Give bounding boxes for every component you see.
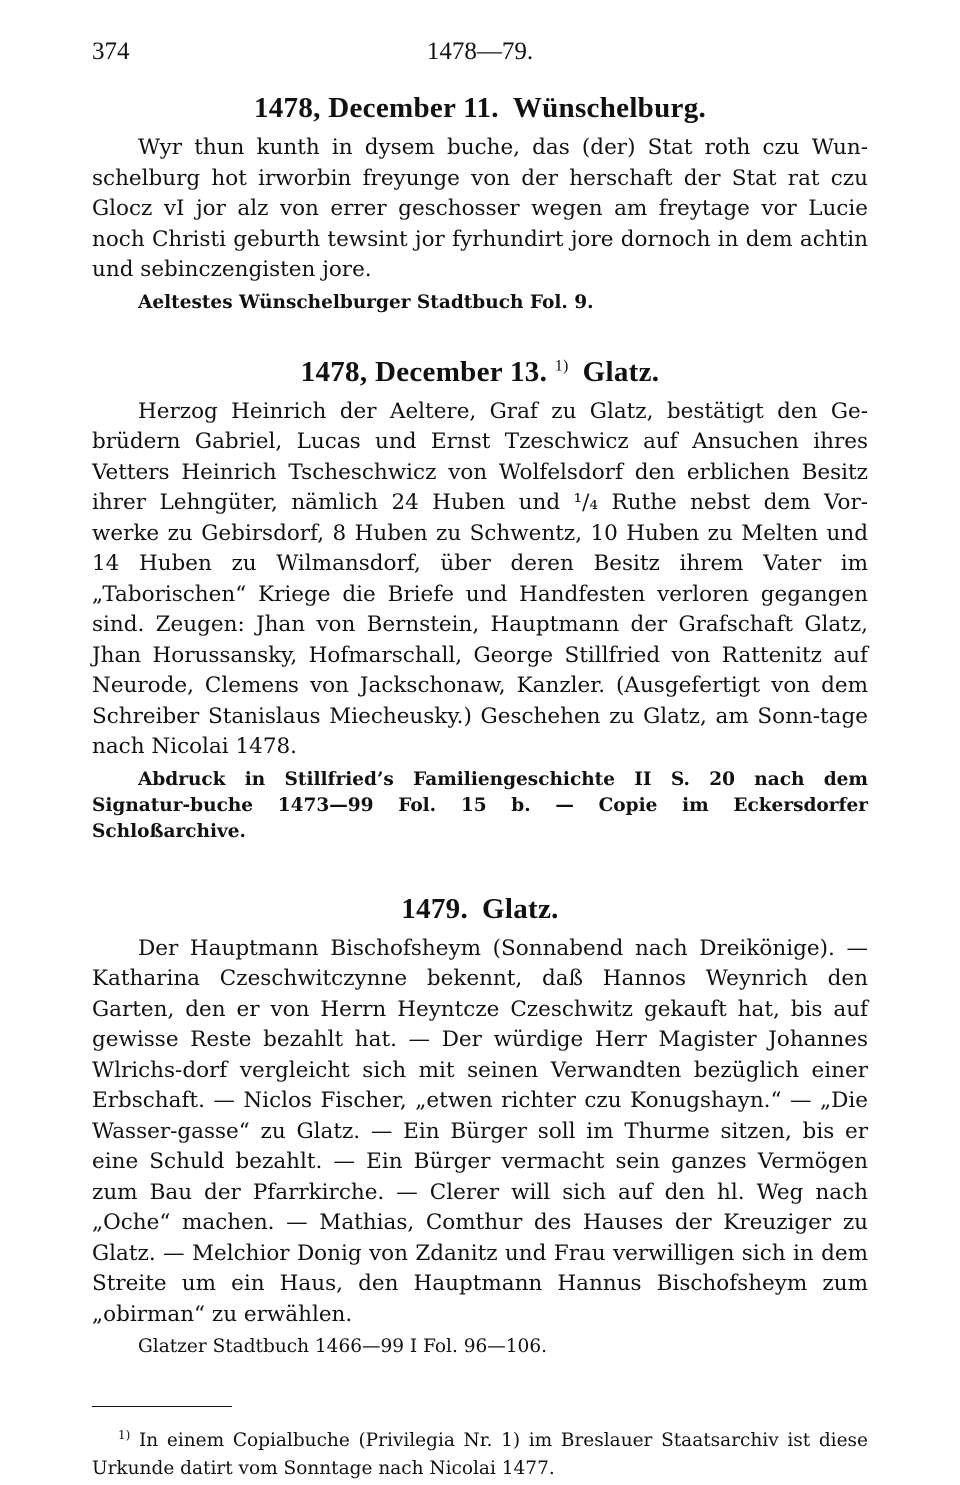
footnote-reference[interactable]: 1) <box>554 356 569 374</box>
entry-text: Herzog Heinrich der Aeltere, Graf zu Glatz, bestätigt den Ge-brüdern Gabriel, Lucas und Ernst Tzeschwicz auf Ansuchen ihres Vetters Heinrich Tscheschwicz von Wolfelsdorf den erblichen Besitz ihrer Lehngüter, nämlich 24 Huben und ¹/₄ Ruthe nebst dem Vor-werke zu Gebirsdorf, 8 Huben zu Schwentz, 10 Huben zu Melten und 14 Huben zu Wilmansdorf, über deren Besitz ihrem Vater im „Taborischen“ Kriege die Briefe und Handfesten verloren gegangen sind. Zeugen: Jhan von Bernstein, Hauptmann der Grafschaft Glatz, Jhan Horussansky, Hofmarschall, George Stillfried von Rattenitz auf Neurode, Clemens von Jackschonaw, Kanzler. (Ausgefertigt von dem Schreiber Stanislaus Miecheusky.) Geschehen zu Glatz, am Sonn-tage nach Nicolai 1478. <box>92 398 868 759</box>
entry-place: Wünschelburg. <box>512 92 707 124</box>
entry-date: 1479. <box>401 892 469 925</box>
footnote-divider <box>92 1406 232 1407</box>
entry-1478-dec-13 <box>92 356 868 845</box>
entry-1478-dec-11 <box>92 92 868 316</box>
running-head <box>92 38 868 78</box>
running-head-year-range: 1478—79. <box>426 38 534 65</box>
entry-text: Wyr thun kunth in dysem buche, das (der) Stat roth czu Wun-schelburg hot irworbin freyunge von der herschaft der Stat rat czu Glocz vI jor alz von errer geschosser wegen am freytage vor Lucie noch Christi geburth tewsint jor fyrhundirt jore dornoch in dem achtin und sebinczengisten jore. <box>92 135 868 282</box>
entry-date: 1478, December 11. <box>253 92 499 124</box>
footnote-text: In einem Copialbuche (Privilegia Nr. 1) im Breslauer Staatsarchiv ist diese Urkunde datirt vom Sonntage nach Nicolai 1477. <box>92 1430 868 1480</box>
entry-source: Glatzer Stadtbuch 1466—99 I Fol. 96—106. <box>138 1336 547 1357</box>
footnote <box>92 1421 868 1483</box>
entry-heading <box>92 356 868 389</box>
entry-heading <box>92 893 868 926</box>
entry-place: Glatz. <box>582 355 660 388</box>
entry-text: Der Hauptmann Bischofsheym (Sonnabend nach Dreikönige). — Katharina Czeschwitczynne bekennt, daß Hannos Weynrich den Garten, den er von Herrn Heyntcze Czeschwitz gekauft hat, bis auf gewisse Reste bezahlt hat. — Der würdige Herr Magister Johannes Wlrichs-dorf vergleicht sich mit seinen Verwandten bezüglich einer Erbschaft. — Niclos Fischer, „etwen richter czu Konugshayn.“ — „Die Wasser-gasse“ zu Glatz. — Ein Bürger soll im Thurme sitzen, bis er eine Schuld bezahlt. — Ein Bürger vermacht sein ganzes Vermögen zum Bau der Pfarrkirche. — Clerer will sich auf den hl. Weg nach „Oche“ machen. — Mathias, Comthur des Hauses der Kreuziger zu Glatz. — Melchior Donig von Zdanitz und Frau verwilligen sich in dem Streite um ein Haus, den Hauptmann Hannus Bischofsheym zum „obirman“ zu erwählen. <box>92 935 868 1327</box>
entry-1479 <box>92 893 868 1361</box>
entry-heading <box>92 92 868 125</box>
entry-source: Abdruck in Stillfried’s Familiengeschichte II S. 20 nach dem Signatur-buche 1473—99 Fol. 15 b. — Copie im Eckersdorfer Schloßarchive. <box>92 768 868 842</box>
entry-place: Glatz. <box>482 892 559 925</box>
entry-date: 1478, December 13. <box>300 355 548 388</box>
footnote-marker: 1) <box>118 1428 131 1442</box>
entry-source: Aeltestes Wünschelburger Stadtbuch Fol. 9. <box>138 291 594 313</box>
page-number: 374 <box>92 38 130 65</box>
